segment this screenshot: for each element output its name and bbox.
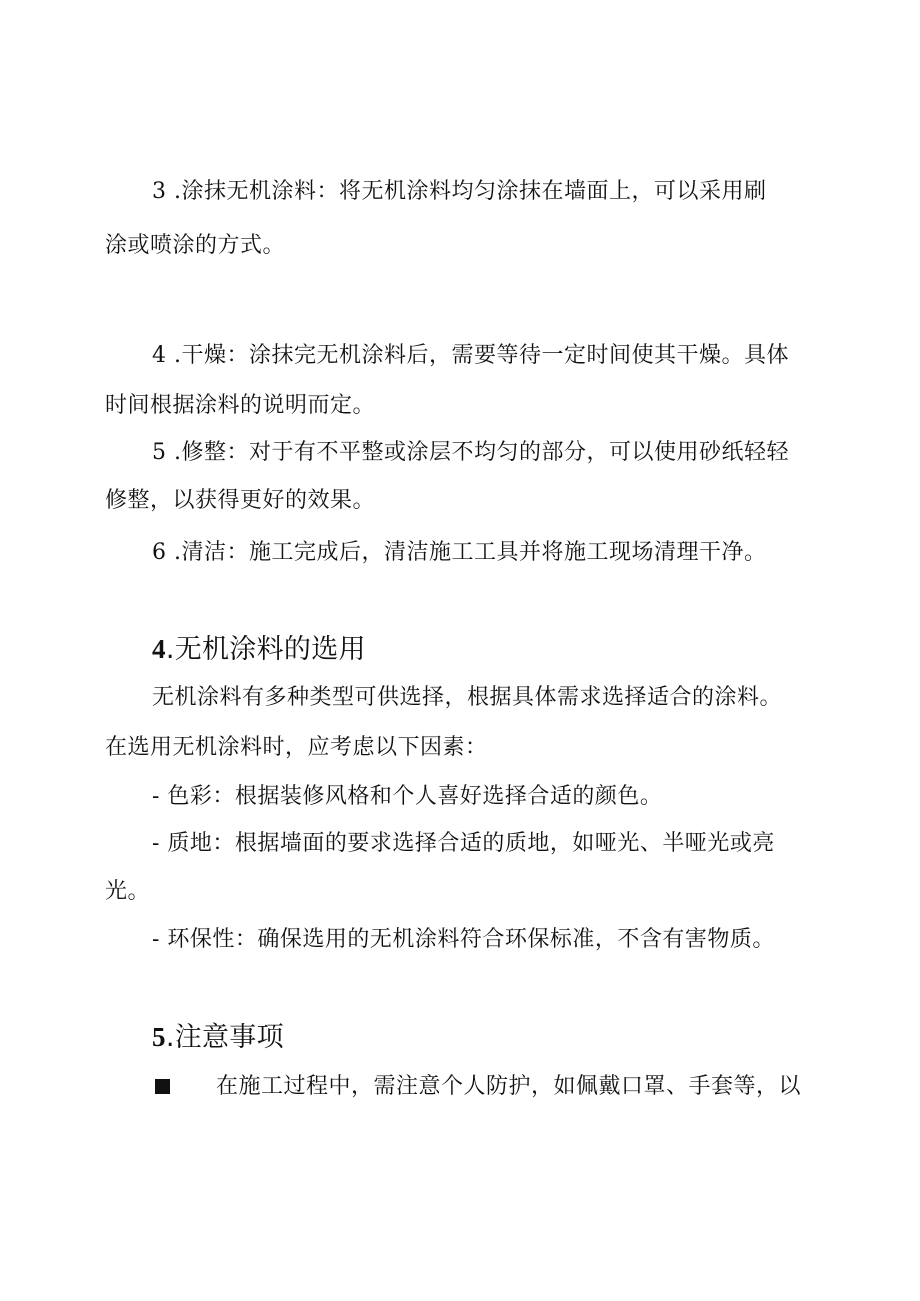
step-4-line-1: 4 .干燥：涂抹完无机涂料后，需要等待一定时间使其干燥。具体	[152, 343, 789, 368]
section-5-title: .注意事项	[165, 1022, 284, 1053]
section-5-number: 5	[152, 1022, 166, 1052]
factor-texture-line-1: - 质地：根据墙面的要求选择合适的质地，如哑光、半哑光或亮	[152, 831, 775, 856]
step-5-line-2: 修整，以获得更好的效果。	[105, 488, 376, 513]
step-6-line-1: 6 .清洁：施工完成后，清洁施工工具并将施工现场清理干净。	[152, 540, 767, 565]
step-3-line-2: 涂或喷涂的方式。	[105, 233, 286, 258]
step-4-line-2: 时间根据涂料的说明而定。	[105, 393, 376, 418]
section-4-title: .无机涂料的选用	[165, 634, 366, 665]
step-3-line-1: 3 .涂抹无机涂料：将无机涂料均匀涂抹在墙面上，可以采用刷	[152, 179, 767, 204]
factor-color: - 色彩：根据装修风格和个人喜好选择合适的颜色。	[152, 784, 663, 809]
section-4-heading	[152, 632, 366, 667]
section-5-heading	[152, 1020, 284, 1055]
section-4-intro-line-1: 无机涂料有多种类型可供选择，根据具体需求选择适合的涂料。	[152, 685, 783, 710]
section-5-item-1: 在施工过程中，需注意个人防护，如佩戴口罩、手套等，以	[216, 1074, 802, 1099]
step-5-line-1: 5 .修整：对于有不平整或涂层不均匀的部分，可以使用砂纸轻轻	[152, 440, 789, 465]
section-4-intro-line-2: 在选用无机涂料时，应考虑以下因素：	[105, 735, 488, 760]
factor-texture-line-2: 光。	[105, 879, 151, 904]
square-bullet-icon	[155, 1079, 170, 1094]
factor-eco: - 环保性：确保选用的无机涂料符合环保标准，不含有害物质。	[152, 927, 775, 952]
section-4-number: 4	[152, 634, 166, 664]
